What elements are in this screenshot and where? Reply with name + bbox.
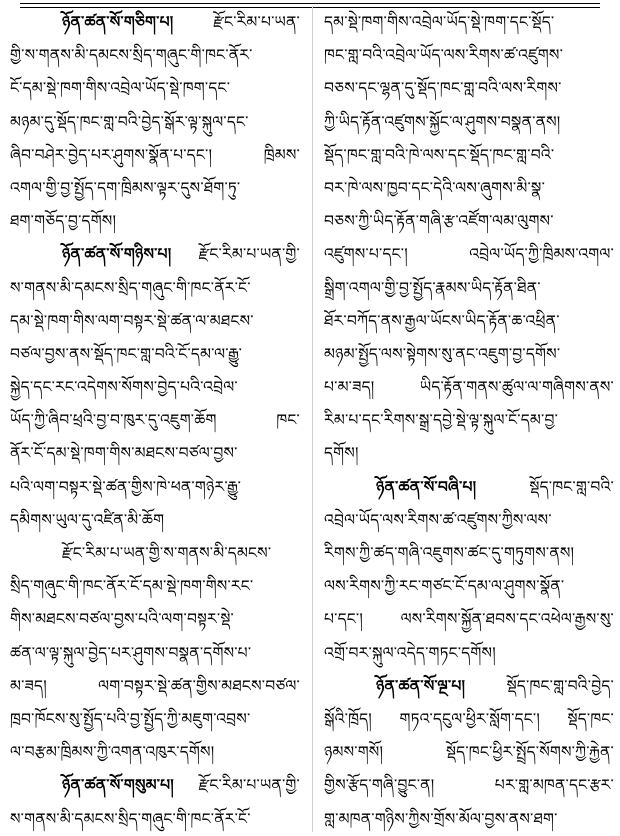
line-text: རྫོང་རིམ་པ་ཡན་གྱི་ <box>171 245 300 264</box>
text-line <box>10 371 300 404</box>
line-text: གིས་མཐངས་བཙལ་བྱས་པའི་ལག་བསྟར་སྡེ་ <box>10 610 234 629</box>
line-text: པ་མ་ཟད། ཡིད་རྟོན་གནས་ཚུལ་ལ་གཞིགས་ནས་ <box>324 378 614 397</box>
article-heading-line <box>10 769 300 802</box>
line-text: རྫོང་རིམ་པ་ཡན་ <box>173 13 300 31</box>
line-text: ཐག་གཅོད་བྱ་དགོས། <box>10 212 117 231</box>
text-line <box>324 6 614 39</box>
line-text: འཛུགས་པ་དང་། འབྲེལ་ཡོད་ཀྱི་ཁྲིམས་འགལ་ <box>324 245 614 264</box>
text-line <box>324 537 614 570</box>
line-text: རྫོང་རིམ་པ་ཡན་གྱི་ས་གནས་མི་དམངས་ <box>62 544 272 562</box>
line-text: སྒྲིག་འགལ་གྱི་བྱ་སྤྱོད་རྣམས་ཡིད་རྟོན་ཐིན་ <box>324 278 541 297</box>
text-line <box>10 570 300 603</box>
text-line <box>324 570 614 603</box>
line-text: གླ་མཁན་གཉིས་ཀྱིས་གྲོས་མོལ་བྱས་ནས་ཐག་ <box>324 809 558 828</box>
article-number: ཉོན་ཚན་སོ་གསུམ་པ། <box>62 776 174 795</box>
line-text: གྱིས་རྩོད་གཞི་བྱུང་ན། པར་གླ་མཁན་དང་རྩར་ <box>324 776 614 795</box>
line-text: ཁང་གླ་བའི་འབྲེལ་ཡོད་ལས་རིགས་ཚ་འཛུགས་ <box>324 46 564 65</box>
article-number: ཉོན་ཚན་སོ་གཅིག་པ། <box>62 13 174 31</box>
text-line <box>324 637 614 670</box>
line-text: བཅས་དང་ལྷན་དུ་སྡོད་ཁང་གླ་བའི་ལས་རིགས་ <box>324 79 562 98</box>
text-line <box>10 172 300 205</box>
text-line <box>10 272 300 305</box>
text-line <box>324 305 614 338</box>
line-text: སྲིད་གཞུང་གི་ཁང་ནོར་ངོ་དམ་སྡེ་ཁག་གིས་རང་ <box>10 577 254 596</box>
line-text: འགྲོ་བར་སྐུལ་འདེད་གཏང་དགོས། <box>324 643 496 662</box>
text-line <box>324 437 614 470</box>
text-line <box>324 39 614 72</box>
text-line <box>324 371 614 404</box>
line-text: སྒོའི་ཁྲོད། གཏའ་དངུལ་ཕྱིར་སློག་དང་། སྡོད་ཁང་ <box>324 709 614 728</box>
text-line <box>10 537 300 570</box>
text-line <box>324 703 614 736</box>
line-text: ཉམས་གསོ། སྡོད་ཁང་ཕྱིར་སྤྲོད་སོགས་ཀྱི་རྐྱེན་ <box>324 743 614 762</box>
line-text: གྱི་ས་གནས་མི་དམངས་སྲིད་གཞུང་གི་ཁང་ནོར་ <box>10 46 253 65</box>
column-divider <box>312 6 313 832</box>
top-rule <box>20 3 600 4</box>
text-line <box>324 106 614 139</box>
text-line <box>10 504 300 537</box>
line-text: འབྲེལ་ཡོད་ལས་རིགས་ཚ་འཛུགས་ཀྱིས་ལས་ <box>324 510 552 529</box>
text-line <box>10 803 300 836</box>
line-text: སྡོད་ཁང་གླ་བའི་ <box>476 477 614 496</box>
line-text: དམ་སྡེ་ཁག་གིས་འབྲེལ་ཡོད་སྡེ་ཁག་དང་སྡོད་ <box>324 13 555 31</box>
text-line <box>324 803 614 836</box>
text-line <box>10 72 300 105</box>
text-line <box>324 139 614 172</box>
text-line <box>10 404 300 437</box>
line-text: པ་དང་། ལས་རིགས་སྐྱོན་ཐབས་དང་འཕེལ་རྒྱས་སུ་ <box>324 610 614 629</box>
line-text: ནོར་ངོ་དམ་སྡེ་ཁག་གིས་མཐངས་བཙལ་བྱས་ <box>10 444 238 463</box>
article-heading-line <box>10 6 300 39</box>
article-heading-line <box>10 238 300 271</box>
text-line <box>324 72 614 105</box>
text-line <box>10 39 300 72</box>
text-line <box>10 703 300 736</box>
text-line <box>10 603 300 636</box>
line-text: རྫོང་རིམ་པ་ཡན་གྱི་ <box>173 776 300 795</box>
line-text: ཡོད་ཀྱི་ཞིབ་ཕྲའི་བྱ་བ་ཁུར་དུ་འཇུག་ཆོག ཁང་ <box>10 411 300 430</box>
line-text: ཞིབ་བཤེར་བྱེད་པར་ཤུགས་སྣོན་པ་དང་། ཁྲིམས་ <box>10 145 300 164</box>
text-line <box>10 338 300 371</box>
text-line <box>10 670 300 703</box>
line-text: རིགས་ཀྱི་ཚད་གཞི་འཇུགས་ཚང་དུ་གཏུགས་ནས། <box>324 544 575 562</box>
line-text: འགལ་གྱི་བྱ་སྤྱོད་དག་ཁྲིམས་ལྟར་དུས་ཐོག་ཏུ་ <box>10 178 241 197</box>
line-text: ཚན་ལ་ལྟ་སྐུལ་བྱེད་པར་ཤུགས་བསྣན་དགོས་པ་ <box>10 643 252 662</box>
article-number: ཉོན་ཚན་སོ་བཞི་པ། <box>376 477 477 496</box>
text-line <box>10 139 300 172</box>
line-text: བཅས་ཀྱི་ཡིད་རྟོན་གཞི་རྩ་འཛོག་ལམ་ལུགས་ <box>324 212 554 231</box>
text-line <box>10 471 300 504</box>
left-text-column <box>10 6 300 836</box>
text-line <box>324 769 614 802</box>
article-number: ཉོན་ཚན་སོ་ལྔ་པ། <box>376 676 466 695</box>
text-line <box>324 238 614 271</box>
line-text: རིམ་པ་དང་རིགས་སྒྲ་དབྱེ་སྡེ་ལྟ་སྐུལ་ངོ་དམ་བྱ་ <box>324 411 559 430</box>
line-text: ས་གནས་མི་དམངས་སྲིད་གཞུང་གི་ཁང་ནོར་ངོ་ <box>10 809 251 828</box>
line-text: དམ་སྡེ་ཁག་གིས་ལག་བསྟར་སྡེ་ཚན་ལ་མཐངས་ <box>10 311 254 330</box>
line-text: དགོས། <box>324 444 359 463</box>
line-text: བར་ཁེ་ལས་ཁྱབ་དང་དེའི་ལས་ཞུགས་མི་སྣ་ <box>324 178 546 197</box>
line-text: ངོ་དམ་སྡེ་ཁག་གིས་འབྲེལ་ཡོད་སྡེ་ཁག་དང་ <box>10 79 231 98</box>
line-text: ལ་བརྩམ་ཁྲིམས་ཀྱི་འགན་འཁུར་དགོས། <box>10 743 215 762</box>
article-heading-line <box>324 471 614 504</box>
text-line <box>324 603 614 636</box>
line-text: སྡོད་ཁང་གླ་བའི་ཁེ་ལས་དང་སྡོད་ཁང་གླ་བའི་ <box>324 145 555 164</box>
line-text: མ་ཟད། ལག་བསྟར་སྡེ་ཚན་གྱིས་མཐངས་བཙལ་ <box>10 676 300 695</box>
text-line <box>324 736 614 769</box>
line-text: སྐྱེད་དང་རང་འདེགས་སོགས་བྱེད་པའི་འབྲེལ་ <box>10 378 238 397</box>
line-text: ཐོར་བཀོད་ནས་རྒྱལ་ཡོངས་ཡིད་རྟོན་ཆ་འཕྲིན་ <box>324 311 560 330</box>
line-text: དམིགས་ཡུལ་དུ་འཛིན་མི་ཆོག <box>10 510 165 529</box>
right-text-column <box>324 6 614 836</box>
line-text: ས་གནས་མི་དམངས་སྲིད་གཞུང་གི་ཁང་ནོར་ངོ་ <box>10 278 251 297</box>
line-text: བཙལ་བྱས་ནས་སྡོད་ཁང་གླ་བའི་ངོ་དམ་ལ་རྒྱུ་ <box>10 344 243 363</box>
line-text: མཉམ་སྤྱོད་ལས་སྟེགས་སུ་ནང་འཇུག་བྱ་དགོས་ <box>324 344 561 363</box>
line-text: མཉམ་དུ་སྡོད་ཁང་གླ་བའི་བྱེད་སྒོར་ལྟ་སྐུལ་དང་ <box>10 112 249 131</box>
line-text: ཀྱི་ཡིད་རྟོན་འཛུགས་སྐྱོང་ལ་ཤུགས་བསྣན་ནས། <box>324 112 561 131</box>
text-line <box>10 637 300 670</box>
text-line <box>324 172 614 205</box>
line-text: པའི་ལག་བསྟར་སྡེ་ཚན་གྱིས་ཁེ་ཕན་གཉེར་རྒྱུ་ <box>10 477 242 496</box>
text-line <box>10 305 300 338</box>
text-line <box>324 272 614 305</box>
text-line <box>324 205 614 238</box>
article-heading-line <box>324 670 614 703</box>
article-number: ཉོན་ཚན་སོ་གཉིས་པ། <box>62 245 172 264</box>
line-text: ལས་རིགས་ཀྱི་རང་གཙང་ངོ་དམ་ལ་ཤུགས་སྣོན་ <box>324 577 565 596</box>
text-line <box>10 205 300 238</box>
text-line <box>10 736 300 769</box>
line-text: ཁྲབ་ཁོངས་སུ་སྤྱོད་པའི་བྱ་སྤྱོད་ཀྱི་མཇུག་འབྲས་ <box>10 709 251 728</box>
text-line <box>324 504 614 537</box>
text-line <box>324 404 614 437</box>
text-line <box>324 338 614 371</box>
line-text: སྡོད་ཁང་གླ་བའི་བྱེད་ <box>465 676 614 695</box>
text-line <box>10 437 300 470</box>
text-line <box>10 106 300 139</box>
